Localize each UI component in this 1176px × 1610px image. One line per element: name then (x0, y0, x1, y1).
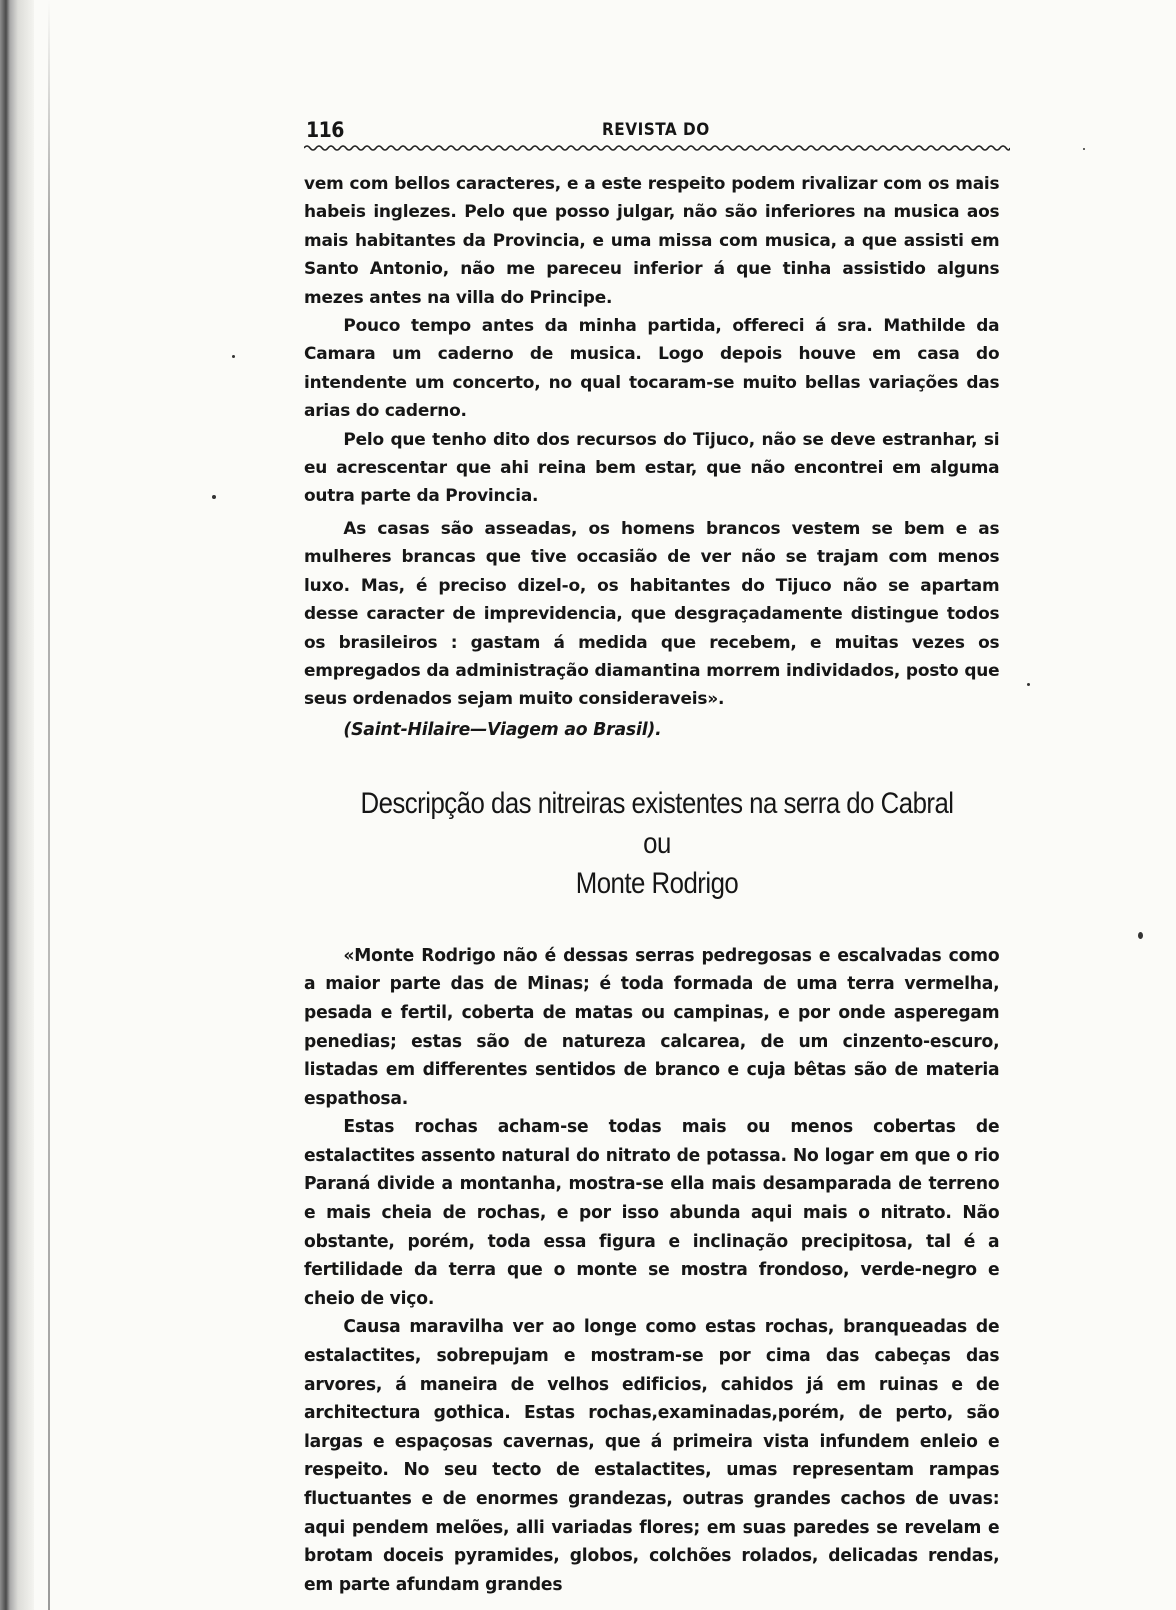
paper-speck (232, 355, 235, 358)
citation: (Saint-Hilaire—Viagem ao Brasil). (343, 719, 662, 740)
paragraph: «Monte Rodrigo não é dessas serras pedregosas e escalvadas como a maior parte das de Minas; é toda formada de uma terra vermelha, pesada e fertil, coberta de matas ou campinas, e por onde asperegam penedias; estas são de natureza calcarea, de um cinzento-escuro, listadas em differentes sentidos de branco e cuja bêtas são de materia espathosa. (304, 945, 1000, 1109)
running-head: REVISTA DO (602, 120, 710, 140)
page-number: 116 (306, 118, 344, 142)
paragraph: As casas são asseadas, os homens brancos vestem se bem e as mulheres brancas que tive occasião de ver não se trajam com menos luxo. Mas, é preciso dizel-o, os habitantes do Tijuco não se apartam desse caracter de imprevidencia, que desgraçadamente distingue todos os brasileiros : gastam á medida que recebem, e muitas vezes os empregados da administração diamantina morrem individados, posto que seus ordenados sejam muito consideraveis». (304, 518, 1000, 710)
section-title-line: Monte Rodrigo (575, 866, 739, 900)
paragraph: vem com bellos caracteres, e a este respeito podem rivalizar com os mais habeis inglezes. Pelo que posso julgar, não são inferiores na musica aos mais habitantes da Provincia, e uma missa com musica, a que assisti em Santo Antonio, não me pareceu inferior á que tinha assistido alguns mezes antes na villa do Principe. (304, 174, 1000, 308)
paper-speck (1083, 148, 1085, 150)
book-page (304, 118, 1010, 1599)
section-title-line: Descripção das nitreiras existentes na serra do Cabral ou (360, 786, 954, 860)
paragraph: Estas rochas acham-se todas mais ou menos cobertas de estalactites assento natural do nitrato de potassa. No logar em que o rio Paraná divide a montanha, mostra-se ella mais desamparada de terreno e mais cheia de rochas, e por isso abunda aqui mais o nitrato. Não obstante, porém, toda essa figura e inclinação precipitosa, tal é a fertilidade da terra que o monte se mostra frondoso, verde-negro e cheio de viço. (304, 1117, 1000, 1309)
paper-speck (1027, 683, 1030, 686)
body-text (304, 170, 999, 744)
section-body (304, 942, 999, 1600)
paper-speck (1138, 932, 1143, 939)
section-title (353, 784, 960, 904)
book-binding-edge (0, 0, 34, 1610)
paragraph: Pouco tempo antes da minha partida, offereci á sra. Mathilde da Camara um caderno de musica. Logo depois houve em casa do intendente um concerto, no qual tocaram-se muito bellas variações das arias do caderno. (304, 316, 1000, 422)
paragraph: Causa maravilha ver ao longe como estas rochas, branqueadas de estalactites, sobrepujam e mostram-se por cima das cabeças das arvores, á maneira de velhos edificios, cahidos já em ruinas e de architectura gothica. Estas rochas,examinadas,porém, de perto, são largas e espaçosas cavernas, que á primeira vista infundem enleio e respeito. No seu tecto de estalactites, umas representam rampas fluctuantes e de enormes grandezas, outras grandes cachos de uvas: aqui pendem melões, alli variadas flores; em suas paredes se revelam e brotam doceis pyramides, globos, colchões rolados, delicadas rendas, em parte afundam grandes (304, 1317, 1000, 1595)
wavy-rule-divider (304, 144, 1010, 152)
paragraph: Pelo que tenho dito dos recursos do Tijuco, não se deve estranhar, si eu acrescentar que ahi reina bem estar, que não encontrei em alguma outra parte da Provincia. (304, 429, 1000, 507)
page-header (304, 118, 1010, 146)
paper-speck (212, 495, 216, 499)
gutter-shadow (48, 0, 50, 1610)
